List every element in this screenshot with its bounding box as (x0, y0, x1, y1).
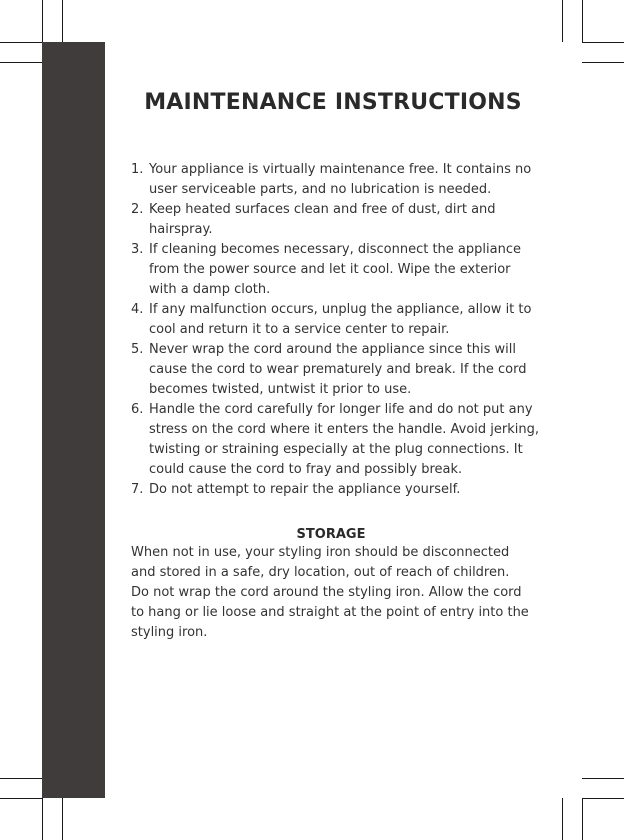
storage-text: When not in use, your styling iron should be disconnected and stored in a safe, dry location, out of reach of children. Do not wrap the cord around the styling iron. Allow the cord to hang or lie loose and straight at the point of entry into the styling iron. (131, 545, 529, 640)
page-title: MAINTENANCE INSTRUCTIONS (144, 90, 522, 115)
step-item (131, 480, 541, 500)
crop-mark (562, 0, 563, 42)
step-item (131, 300, 541, 340)
step-text: Your appliance is virtually maintenance free. It contains no user serviceable parts, and no lubrication is needed. (149, 162, 532, 197)
crop-mark (582, 798, 583, 840)
side-bar (42, 42, 105, 798)
crop-mark (582, 42, 624, 43)
step-item (131, 400, 541, 480)
step-number: 5. (131, 342, 144, 357)
step-text: Keep heated surfaces clean and free of dust, dirt and hairspray. (149, 202, 496, 237)
crop-mark (0, 62, 42, 63)
maintenance-steps (131, 160, 541, 500)
step-number: 6. (131, 402, 144, 417)
step-text: Do not attempt to repair the appliance yourself. (149, 482, 461, 497)
step-number: 3. (131, 242, 144, 257)
step-item (131, 160, 541, 200)
crop-mark (0, 778, 42, 779)
crop-mark (62, 0, 63, 42)
crop-mark (42, 798, 43, 840)
crop-mark (582, 798, 624, 799)
crop-mark (562, 798, 563, 840)
step-text: If any malfunction occurs, unplug the appliance, allow it to cool and return it to a service center to repair. (149, 302, 532, 337)
step-item (131, 340, 541, 400)
step-number: 1. (131, 162, 144, 177)
step-text: Never wrap the cord around the appliance since this will cause the cord to wear prematurely and break. If the cord becomes twisted, untwist it prior to use. (149, 342, 527, 397)
crop-mark (62, 798, 63, 840)
step-number: 4. (131, 302, 144, 317)
step-item (131, 200, 541, 240)
crop-mark (582, 778, 624, 779)
crop-mark (0, 798, 42, 799)
storage-heading: STORAGE (296, 527, 366, 542)
crop-mark (582, 0, 583, 42)
crop-mark (582, 62, 624, 63)
step-number: 2. (131, 202, 144, 217)
step-text: If cleaning becomes necessary, disconnect the appliance from the power source and let it cool. Wipe the exterior with a damp cloth. (149, 242, 521, 297)
step-number: 7. (131, 482, 144, 497)
step-item (131, 240, 541, 300)
crop-mark (0, 42, 42, 43)
step-text: Handle the cord carefully for longer life and do not put any stress on the cord where it enters the handle. Avoid jerking, twisting or straining especially at the plug connections. It could cause the cord to fray and possibly break. (149, 402, 540, 477)
crop-mark (42, 0, 43, 42)
